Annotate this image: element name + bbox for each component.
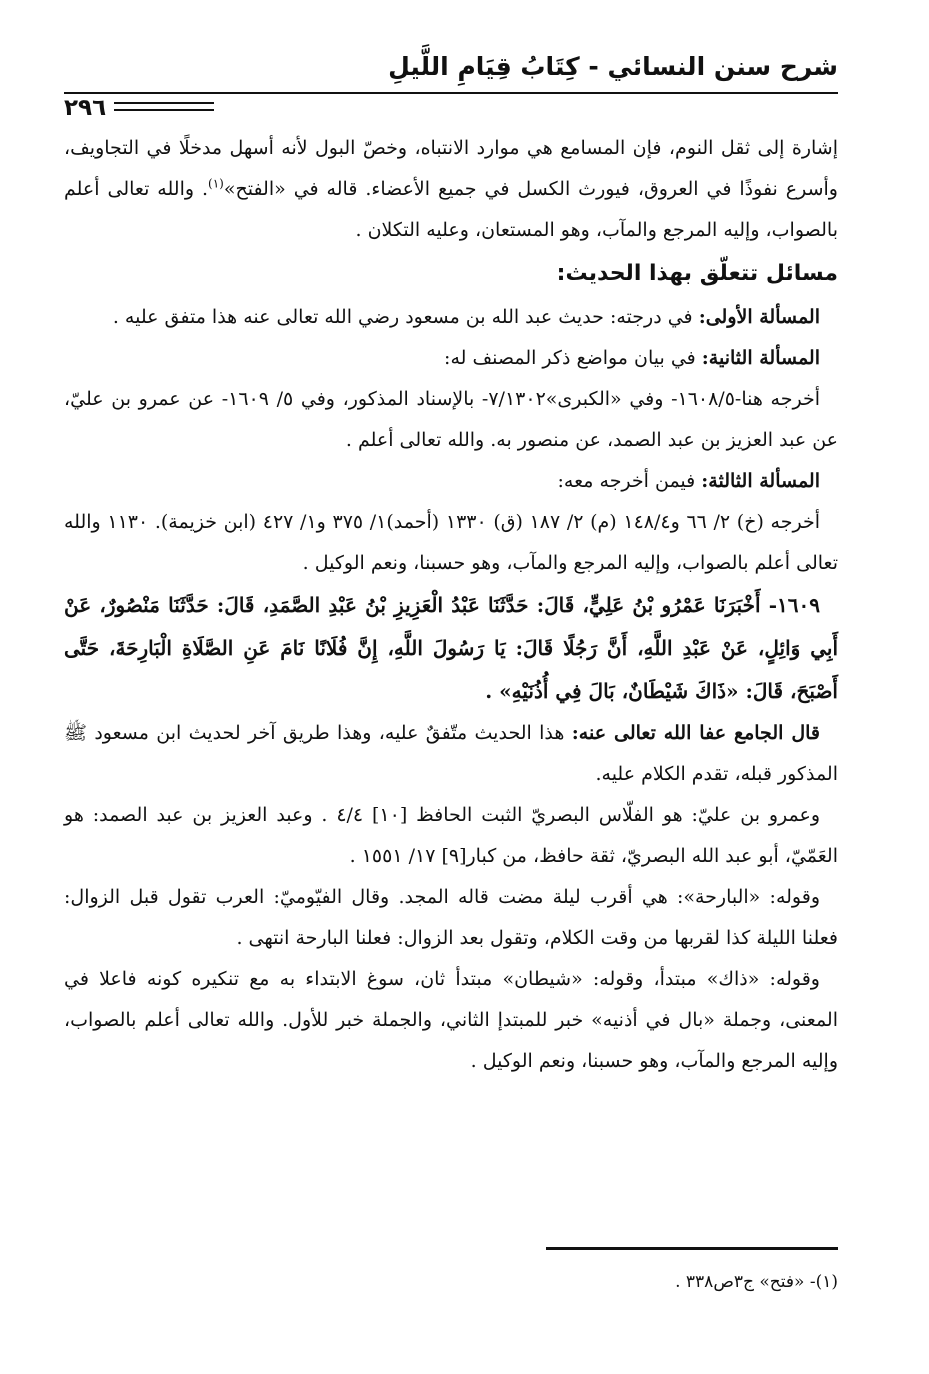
issue-two-label: المسألة الثانية: — [701, 347, 820, 369]
footnote-rule — [546, 1247, 838, 1250]
issue-one: المسألة الأولى: في درجته: حديث عبد الله بن مسعود رضي الله تعالى عنه هذا متفق عليه . — [112, 306, 820, 328]
footnote: (١)- «فتح» ج٣ص٣٣٨ . — [675, 1272, 838, 1292]
issue-three-label: المسألة الثالثة: — [701, 470, 820, 492]
issue-two: المسألة الثانية: في بيان مواضع ذكر المصنف له: — [444, 347, 820, 369]
word-note-albariha: وقوله: «البارحة»: هي أقرب ليلة مضت قاله المجد. وقال الفيّوميّ: العرب تقول قبل الزوال: فعلنا الليلة كذا لقربها من وقت الكلام، وتقول بعد الزوال: فعلنا البارحة انتهى . — [64, 886, 838, 949]
narrators-note: وعمرو بن عليّ: هو الفلّاس البصريّ الثبت الحافظ [١٠] ٤/٤ . وعبد العزيز بن عبد الصمد: هو العَمّيّ، أبو عبد الله البصريّ، ثقة حافظ، من كبار[٩] ١٧/ ١٥٥١ . — [64, 804, 838, 867]
page-header — [64, 48, 838, 128]
issue-three-body: أخرجه (خ) ٢/ ٦٦ و١٤٨/٤ (م) ٢/ ١٨٧ (ق) ١٣٣٠ (أحمد)١/ ٣٧٥ و١/ ٤٢٧ (ابن خزيمة). ١١٣٠ والله تعالى أعلم بالصواب، وإليه المرجع والمآب، وهو حسبنا، ونعم الوكيل . — [64, 511, 838, 574]
issue-three: المسألة الثالثة: فيمن أخرجه معه: — [557, 470, 820, 492]
page-number — [64, 94, 214, 122]
paragraph-commentary: إشارة إلى ثقل النوم، فإن المسامع هي موارد الانتباه، وخصّ البول لأنه أسهل مدخلًا في التجاويف، وأسرع نفوذًا في العروق، فيورث الكسل في جميع الأعضاء. قاله في «الفتح»$^{(١)}$. والله تعالى أعلم بالصواب، وإليه المرجع والمآب، وهو المستعان، وعليه التكلان . — [64, 137, 838, 241]
footnote-ref: (١) — [208, 176, 224, 191]
issue-one-label: المسألة الأولى: — [698, 306, 820, 328]
grammar-note: وقوله: «ذاك» مبتدأ، وقوله: «شيطان» مبتدأ ثان، سوغ الابتداء به مع تنكيره كونه فاعلا في المعنى، وجملة «بال في أذنيه» خبر للمبتدإ الثاني، والجملة خبر للأول. والله تعالى أعلم بالصواب، وإليه المرجع والمآب، وهو حسبنا، ونعم الوكيل . — [64, 968, 838, 1072]
issue-two-body: أخرجه هنا-١٦٠٨/٥- وفي «الكبرى»٧/١٣٠٢- بالإسناد المذكور، وفي ٥/ ١٦٠٩- عن عمرو بن عليّ، عن عبد العزيز بن عبد الصمد، عن منصور به. والله تعالى أعلم . — [64, 388, 838, 451]
page-body — [64, 128, 838, 1082]
running-title: شرح سنن النسائي - كِتَابُ قِيَامِ اللَّيلِ — [388, 52, 838, 81]
hadith-text: ١٦٠٩- أَخْبَرَنَا عَمْرُو بْنُ عَلِيٍّ، قَالَ: حَدَّثَنَا عَبْدُ الْعَزِيزِ بْنُ عَبْدِ الصَّمَدِ، قَالَ: حَدَّثَنَا مَنْصُورٌ، عَنْ أَبِي وَائِلٍ، عَنْ عَبْدِ اللَّهِ، أَنَّ رَجُلًا قَالَ: يَا رَسُولَ اللَّهِ، إِنَّ فُلَانًا نَامَ عَنِ الصَّلَاةِ الْبَارِحَةَ، حَتَّى أَصْبَحَ، قَالَ: «ذَاكَ شَيْطَانٌ، بَالَ فِي أُذُنَيْهِ» . — [64, 593, 839, 703]
compiler-remark: قال الجامع عفا الله تعالى عنه: هذا الحديث متّفقٌ عليه، وهذا طريق آخر لحديث ابن مسعود ﷺ المذكور قبله، تقدم الكلام عليه. — [64, 722, 838, 785]
section-heading: مسائل تتعلّق بهذا الحديث: — [556, 261, 838, 286]
compiler-remark-label: قال الجامع عفا الله تعالى عنه: — [571, 722, 820, 744]
page-number-text: ٢٩٦ — [64, 95, 114, 121]
